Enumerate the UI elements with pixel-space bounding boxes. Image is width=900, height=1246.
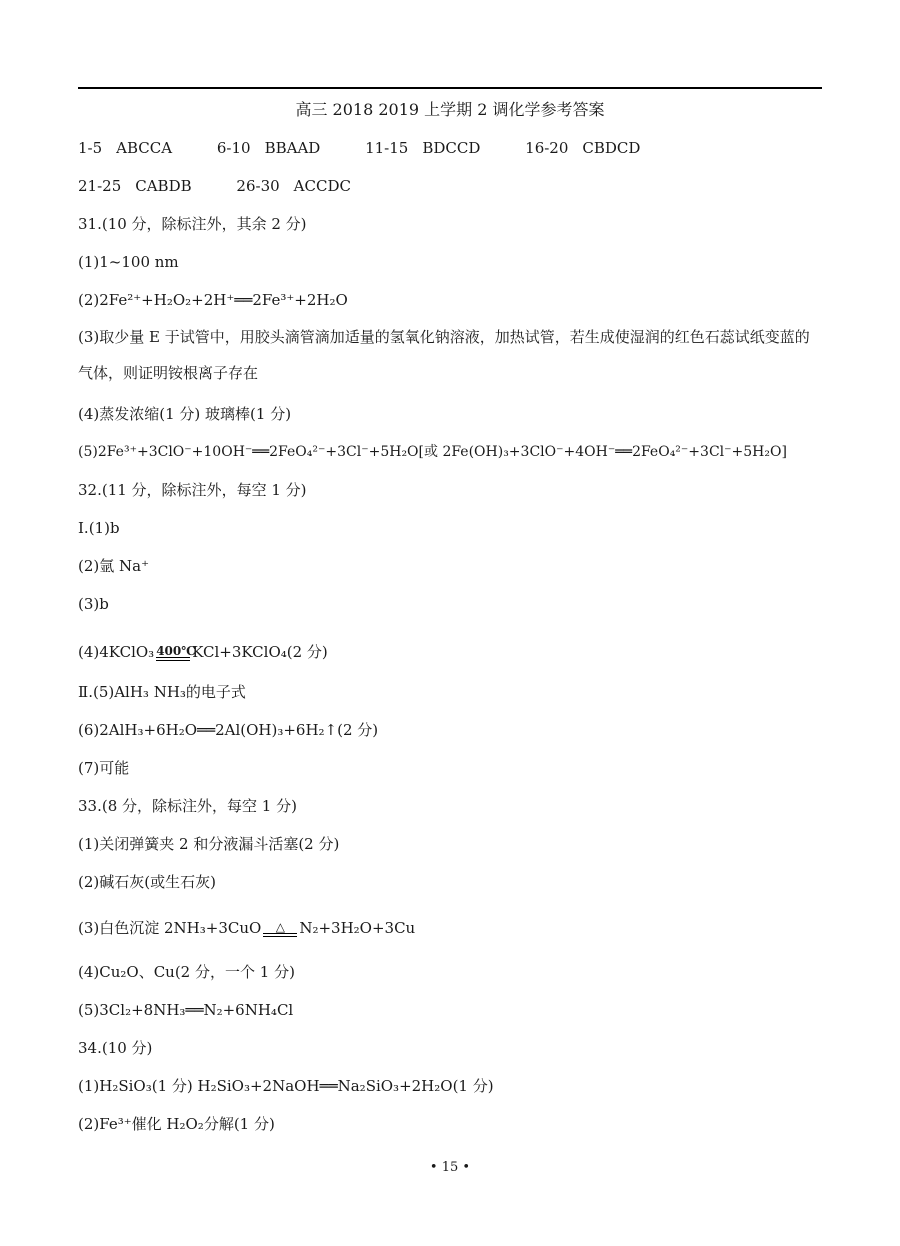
choice-answer: ACCDC — [293, 177, 351, 195]
q31-header: 31.(10 分，除标注外，其余 2 分) — [78, 215, 307, 233]
page-number: • 15 • — [429, 1160, 471, 1175]
q31-part-5: (5)2Fe³⁺+3ClO⁻+10OH⁻══2FeO₄²⁻+3Cl⁻+5H₂O[或 2Fe(OH)₃+3ClO⁻+4OH⁻══2FeO₄²⁻+3Cl⁻+5H₂O] — [78, 444, 787, 460]
choice-range: 11-15 — [365, 139, 409, 157]
choice-answers-row-2 — [78, 176, 391, 196]
q33-part-3 — [78, 918, 415, 938]
header-rule — [78, 87, 822, 89]
q32-part-2: (2)氩 Na⁺ — [78, 557, 150, 575]
equation-reactants: (3)白色沉淀 2NH₃+3CuO — [78, 919, 262, 937]
reaction-condition-arrow — [263, 921, 297, 937]
heat-icon: △ — [275, 920, 285, 934]
page-title: 高三 2018 2019 上学期 2 调化学参考答案 — [295, 100, 605, 119]
choice-range: 16-20 — [525, 139, 569, 157]
q32-part-6: (6)2AlH₃+6H₂O══2Al(OH)₃+6H₂↑(2 分) — [78, 721, 379, 739]
reaction-condition-arrow — [156, 644, 196, 661]
choice-range: 1-5 — [78, 139, 103, 157]
q33-header: 33.(8 分，除标注外，每空 1 分) — [78, 797, 297, 815]
q33-part-4: (4)Cu₂O、Cu(2 分，一个 1 分) — [78, 963, 295, 981]
choice-answers-row-1 — [78, 138, 680, 158]
q31-part-2: (2)2Fe²⁺+H₂O₂+2H⁺══2Fe³⁺+2H₂O — [78, 291, 348, 309]
q32-part-1: Ⅰ.(1)b — [78, 519, 120, 537]
q31-part-3: (3)取少量 E 于试管中，用胶头滴管滴加适量的氢氧化钠溶液，加热试管，若生成使湿润的红色石蕊试纸变蓝的气体，则证明铵根离子存在 — [78, 328, 810, 382]
q32-part-7: (7)可能 — [78, 759, 130, 777]
choice-answer: CBDCD — [582, 139, 641, 157]
q32-header: 32.(11 分，除标注外，每空 1 分) — [78, 481, 307, 499]
choice-range: 21-25 — [78, 177, 122, 195]
choice-range: 6-10 — [216, 139, 251, 157]
choice-answer: ABCCA — [116, 139, 173, 157]
choice-answer: BBAAD — [264, 139, 321, 157]
choice-range: 26-30 — [236, 177, 280, 195]
equation-products: KCl+3KClO₄(2 分) — [192, 643, 328, 661]
q33-part-1: (1)关闭弹簧夹 2 和分液漏斗活塞(2 分) — [78, 835, 340, 853]
condition-text: 400℃ — [156, 644, 196, 658]
q34-part-1: (1)H₂SiO₃(1 分) H₂SiO₃+2NaOH══Na₂SiO₃+2H₂O(1 分) — [78, 1077, 494, 1095]
q32-part-5: Ⅱ.(5)AlH₃ NH₃的电子式 — [78, 683, 246, 701]
equation-reactants: (4)4KClO₃ — [78, 643, 155, 661]
choice-answer: BDCCD — [422, 139, 481, 157]
q31-part-4: (4)蒸发浓缩(1 分) 玻璃棒(1 分) — [78, 405, 292, 423]
q34-header: 34.(10 分) — [78, 1039, 153, 1057]
equation-products: N₂+3H₂O+3Cu — [299, 919, 416, 937]
choice-answer: CABDB — [135, 177, 192, 195]
q32-part-4 — [78, 642, 328, 662]
q34-part-2: (2)Fe³⁺催化 H₂O₂分解(1 分) — [78, 1115, 275, 1133]
q33-part-5: (5)3Cl₂+8NH₃══N₂+6NH₄Cl — [78, 1001, 294, 1019]
q33-part-2: (2)碱石灰(或生石灰) — [78, 873, 216, 891]
q32-part-3: (3)b — [78, 595, 109, 613]
q31-part-1: (1)1~100 nm — [78, 253, 179, 271]
